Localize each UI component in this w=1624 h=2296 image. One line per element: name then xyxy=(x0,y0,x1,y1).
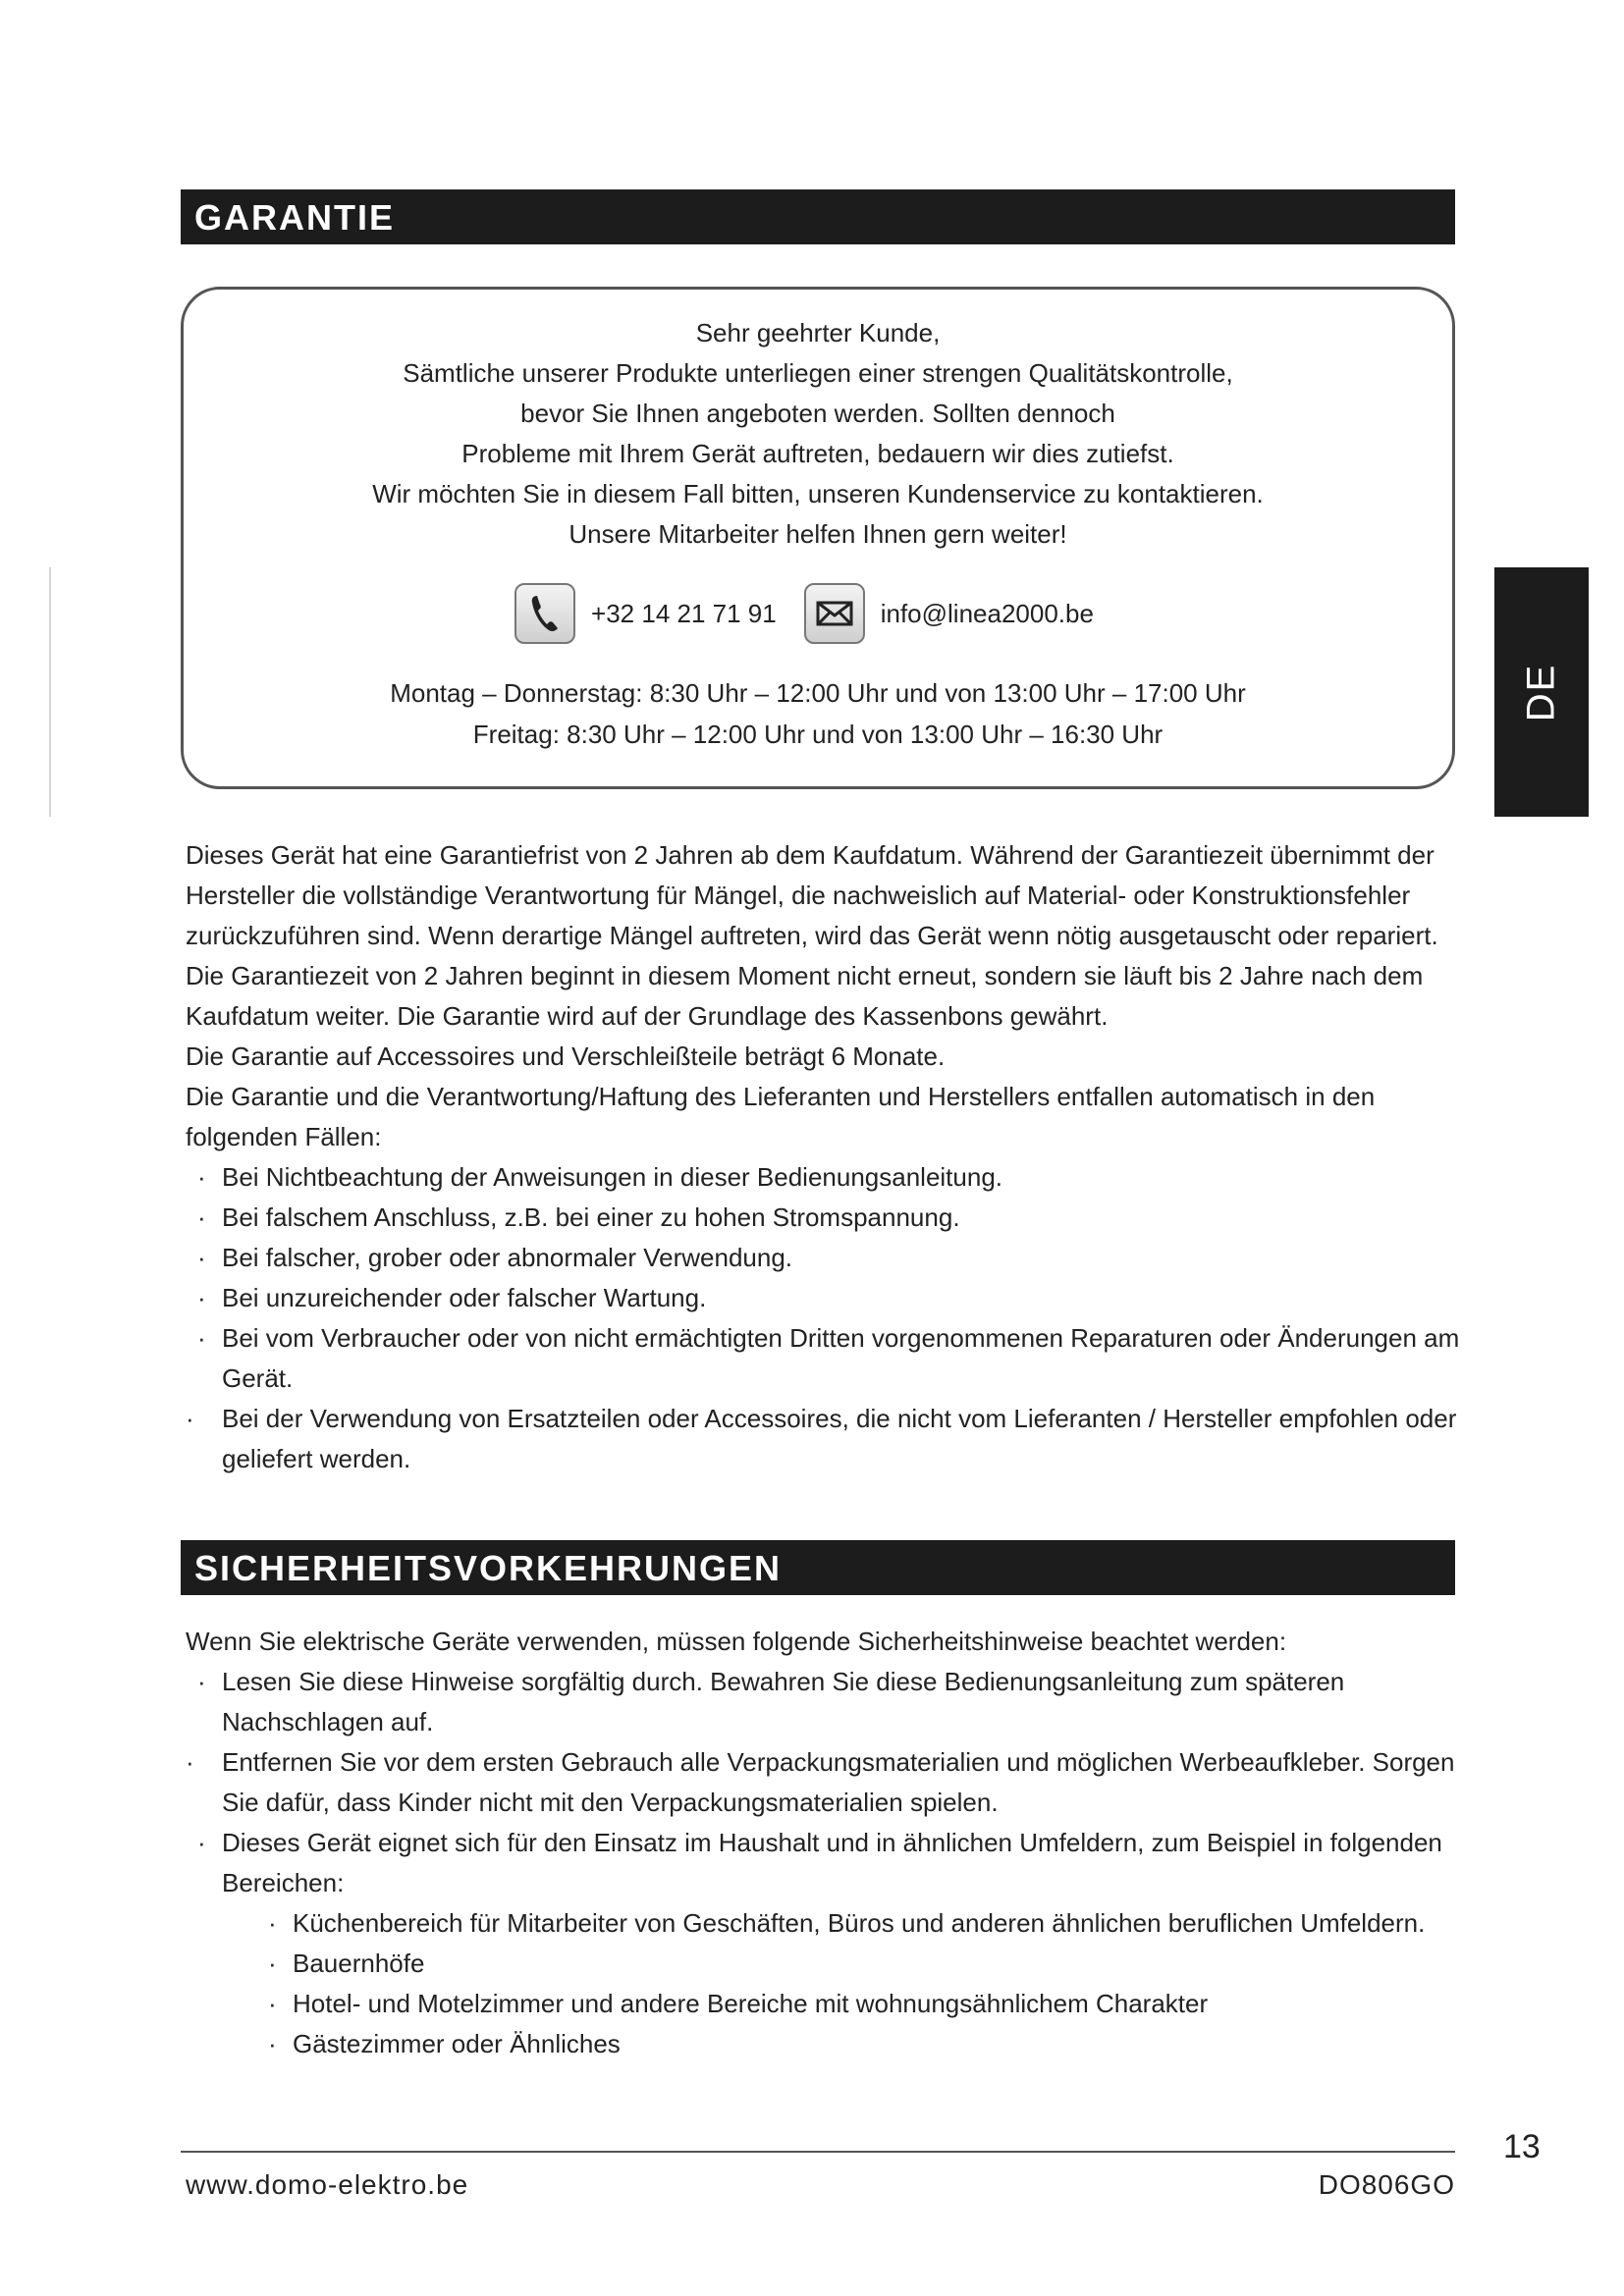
paragraph: Wenn Sie elektrische Geräte verwenden, müssen folgende Sicherheitshinweise beachtet werden: xyxy=(186,1627,1287,1656)
list-item: · Bei Nichtbeachtung der Anweisungen in dieser Bedienungsanleitung. xyxy=(197,1162,1003,1192)
paragraph: Dieses Gerät hat eine Garantiefrist von 2 Jahren ab dem Kaufdatum. Während der Garantiezeit übernimmt der Hersteller die vollständige Verantwortung für Mängel, die nachweislich auf Material- oder Konstruktionsfehler zurückzuführen sind. Wenn derartige Mängel auftreten, wird das Gerät wenn nötig ausgetauscht oder repariert. Die Garantiezeit von 2 Jahren beginnt in diesem Moment nicht erneut, sondern sie läuft bis 2 Jahre nach dem Kaufdatum weiter. Die Garantie wird auf der Grundlage des Kassenbons gewährt. xyxy=(186,840,1438,1031)
garantie-body xyxy=(186,835,1462,1479)
paragraph: Die Garantie und die Verantwortung/Haftung des Lieferanten und Herstellers entfallen automatisch in den folgenden Fällen: xyxy=(186,1082,1376,1151)
sicherheit-body xyxy=(186,1622,1462,2064)
email-address[interactable]: info@linea2000.be xyxy=(880,598,1094,628)
footer-model: DO806GO xyxy=(1318,2169,1455,2200)
section-title-sicherheit: SICHERHEITSVORKEHRUNGEN xyxy=(181,1540,1455,1595)
list-item: · Bei vom Verbraucher oder von nicht ermächtigten Dritten vorgenommenen Reparaturen oder Änderungen am Gerät. xyxy=(197,1323,1460,1393)
list-item: · Bei falschem Anschluss, z.B. bei einer zu hohen Stromspannung. xyxy=(197,1202,960,1232)
language-tab-label: DE xyxy=(1519,663,1563,721)
footer-divider xyxy=(181,2151,1455,2153)
list-item: · Bei falscher, grober oder abnormaler Verwendung. xyxy=(197,1243,793,1272)
contact-row xyxy=(184,580,1452,647)
email-icon xyxy=(804,583,865,644)
phone-number[interactable]: +32 14 21 71 91 xyxy=(591,598,777,628)
phone-icon xyxy=(514,583,575,644)
contact-box xyxy=(181,287,1455,789)
sub-list-item: · Gästezimmer oder Ähnliches xyxy=(268,2029,621,2058)
greeting-line: Probleme mit Ihrem Gerät auftreten, bedauern wir dies zutiefst. xyxy=(461,439,1174,468)
greeting-line: Unsere Mitarbeiter helfen Ihnen gern weiter! xyxy=(568,519,1067,549)
greeting-line: bevor Sie Ihnen angeboten werden. Sollten dennoch xyxy=(520,399,1115,428)
page-number: 13 xyxy=(1503,2128,1541,2165)
sub-list-item: · Hotel- und Motelzimmer und andere Bereiche mit wohnungsähnlichem Charakter xyxy=(268,1989,1209,2018)
opening-hours xyxy=(184,672,1452,755)
hours-line: Montag – Donnerstag: 8:30 Uhr – 12:00 Uhr und von 13:00 Uhr – 17:00 Uhr xyxy=(390,678,1246,708)
hours-line: Freitag: 8:30 Uhr – 12:00 Uhr und von 13:00 Uhr – 16:30 Uhr xyxy=(472,720,1164,749)
list-item: · Bei unzureichender oder falscher Wartung. xyxy=(197,1283,707,1312)
sub-list-item: · Küchenbereich für Mitarbeiter von Geschäften, Büros und anderen ähnlichen beruflichen Umfeldern. xyxy=(268,1908,1426,1938)
greeting-line: Sämtliche unserer Produkte unterliegen einer strengen Qualitätskontrolle, xyxy=(403,358,1233,388)
greeting xyxy=(184,313,1452,555)
language-tab xyxy=(1494,567,1589,817)
footer-url[interactable]: www.domo-elektro.be xyxy=(186,2169,469,2200)
sub-list-item: · Bauernhöfe xyxy=(268,1949,425,1978)
greeting-line: Wir möchten Sie in diesem Fall bitten, unseren Kundenservice zu kontaktieren. xyxy=(372,479,1264,508)
list-item: · Bei der Verwendung von Ersatzteilen oder Accessoires, die nicht vom Lieferanten / Hersteller empfohlen oder geliefert werden. xyxy=(186,1404,1457,1473)
list-item: · Lesen Sie diese Hinweise sorgfältig durch. Bewahren Sie diese Bedienungsanleitung zum späteren Nachschlagen auf. xyxy=(197,1667,1345,1736)
section-title-garantie: GARANTIE xyxy=(181,189,1455,244)
list-item: · Dieses Gerät eignet sich für den Einsatz im Haushalt und in ähnlichen Umfeldern, zum Beispiel in folgenden Bereichen: xyxy=(197,1828,1442,1897)
list-item: · Entfernen Sie vor dem ersten Gebrauch alle Verpackungsmaterialien und möglichen Werbeaufkleber. Sorgen Sie dafür, dass Kinder nicht mit den Verpackungsmaterialien spielen. xyxy=(186,1747,1455,1817)
greeting-line: Sehr geehrter Kunde, xyxy=(695,318,941,347)
margin-line xyxy=(49,567,51,817)
paragraph: Die Garantie auf Accessoires und Verschleißteile beträgt 6 Monate. xyxy=(186,1041,946,1071)
